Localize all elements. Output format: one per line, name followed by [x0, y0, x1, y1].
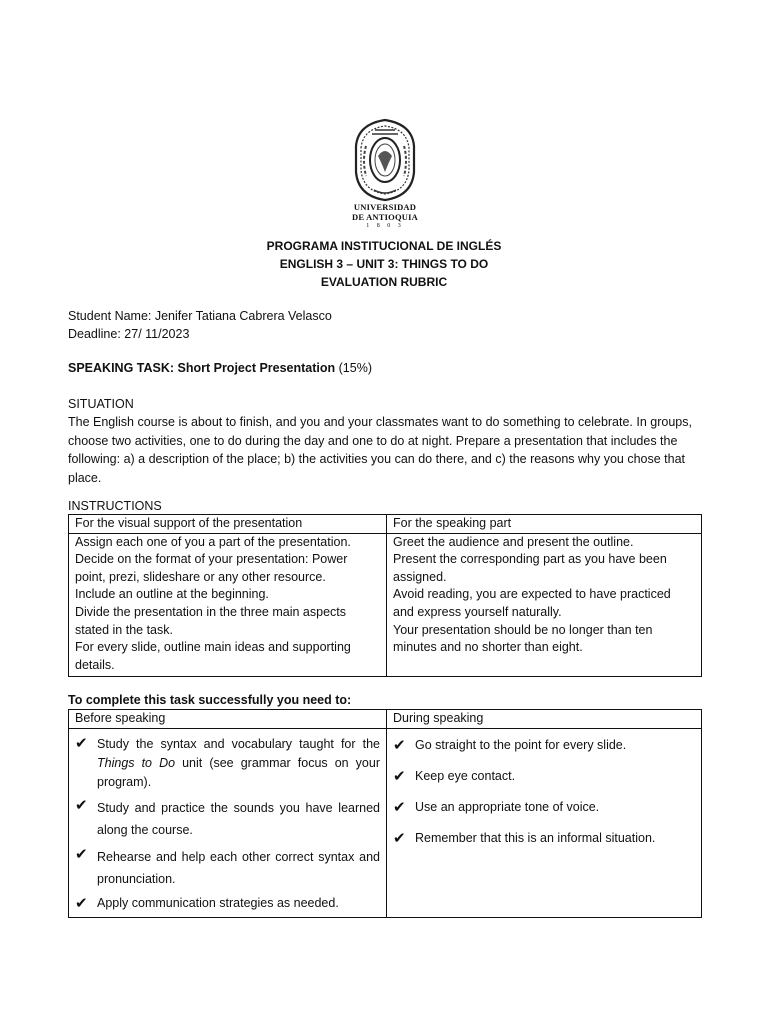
university-name-line2: DE ANTIOQUIA [352, 212, 418, 222]
table-row [69, 533, 702, 677]
list-item: Include an outline at the beginning. [75, 587, 269, 602]
situation-section [68, 395, 704, 487]
university-name-line1: UNIVERSIDAD [353, 202, 417, 212]
unit-title: ENGLISH 3 – UNIT 3: THINGS TO DO [279, 257, 489, 271]
list-item: Avoid reading, you are expected to have practiced and express yourself naturally. [393, 587, 671, 619]
before-speaking-list [69, 728, 387, 917]
instructions-col1-list [69, 533, 387, 677]
list-item [391, 799, 695, 817]
list-item-text: Study and practice the sounds you have learned along the course. [97, 800, 380, 837]
list-item: Present the corresponding part as you have been assigned. [393, 552, 667, 584]
during-speaking-list [387, 728, 702, 917]
list-item [73, 735, 380, 792]
instructions-col1-header: For the visual support of the presentation [69, 515, 387, 534]
program-title: PROGRAMA INSTITUCIONAL DE INGLÉS [266, 239, 502, 253]
table-row [69, 728, 702, 917]
instructions-col2-header: For the speaking part [387, 515, 702, 534]
list-item-text: Rehearse and help each other correct syntax and pronunciation. [97, 849, 380, 886]
list-item-text: Use an appropriate tone of voice. [415, 799, 600, 814]
task-label: SPEAKING TASK: Short Project Presentation [68, 361, 336, 375]
university-year: 1 8 0 3 [366, 223, 404, 229]
task-title [68, 359, 704, 377]
checkmark-icon: ✔ [75, 796, 88, 814]
list-item-text: Go straight to the point for every slide. [415, 737, 627, 752]
list-item [391, 768, 695, 786]
instructions-table [68, 514, 702, 677]
list-item [391, 737, 695, 755]
checkmark-icon: ✔ [393, 798, 406, 816]
deadline: Deadline: 27/ 11/2023 [68, 327, 190, 341]
document-title [0, 237, 768, 291]
checkmark-icon: ✔ [75, 845, 88, 863]
before-speaking-header: Before speaking [69, 710, 387, 729]
checkmark-icon: ✔ [75, 734, 88, 752]
list-item [73, 846, 380, 890]
during-speaking-header: During speaking [387, 710, 702, 729]
university-seal-icon [352, 116, 418, 202]
list-item: Assign each one of you a part of the presentation. [75, 534, 351, 549]
university-logo [346, 116, 424, 234]
list-item: Greet the audience and present the outline. [393, 534, 634, 549]
student-info [68, 307, 704, 343]
list-item [391, 830, 695, 848]
checkmark-icon: ✔ [393, 736, 406, 754]
list-item-text: Apply communication strategies as needed. [97, 895, 339, 910]
situation-text: The English course is about to finish, and you and your classmates want to do something to celebrate. In groups, choose two activities, one to do during the day and one to do at night. Prepare a presentation that includes the following: a) a description of the place; b) the activities you can do there, and c) the reasons why you chose that place. [68, 415, 692, 485]
list-item: For every slide, outline main ideas and supporting details. [75, 640, 351, 672]
situation-heading: SITUATION [68, 397, 134, 411]
checkmark-icon: ✔ [393, 829, 406, 847]
checkmark-icon: ✔ [75, 894, 88, 912]
list-item-text: Study the syntax and vocabulary taught for the Things to Do unit (see grammar focus on your program). [97, 736, 380, 789]
list-item: Decide on the format of your presentation: Power point, prezi, slideshare or any other resource. [75, 552, 348, 584]
list-item-text: Keep eye contact. [415, 768, 516, 783]
list-item: Your presentation should be no longer than ten minutes and no shorter than eight. [393, 622, 653, 655]
student-name: Student Name: Jenifer Tatiana Cabrera Velasco [68, 309, 332, 323]
list-item-text: Remember that this is an informal situation. [415, 830, 656, 845]
success-heading: To complete this task successfully you need to: [68, 693, 352, 707]
list-item [73, 797, 380, 841]
success-table [68, 709, 702, 918]
list-item: Divide the presentation in the three main aspects stated in the task. [75, 604, 346, 637]
rubric-title: EVALUATION RUBRIC [320, 275, 448, 289]
table-row [69, 710, 702, 729]
instructions-col2-list [387, 533, 702, 677]
task-weight: (15%) [335, 361, 372, 375]
checkmark-icon: ✔ [393, 767, 406, 785]
table-row [69, 515, 702, 534]
instructions-heading: INSTRUCTIONS [68, 499, 162, 513]
list-item [73, 895, 380, 913]
